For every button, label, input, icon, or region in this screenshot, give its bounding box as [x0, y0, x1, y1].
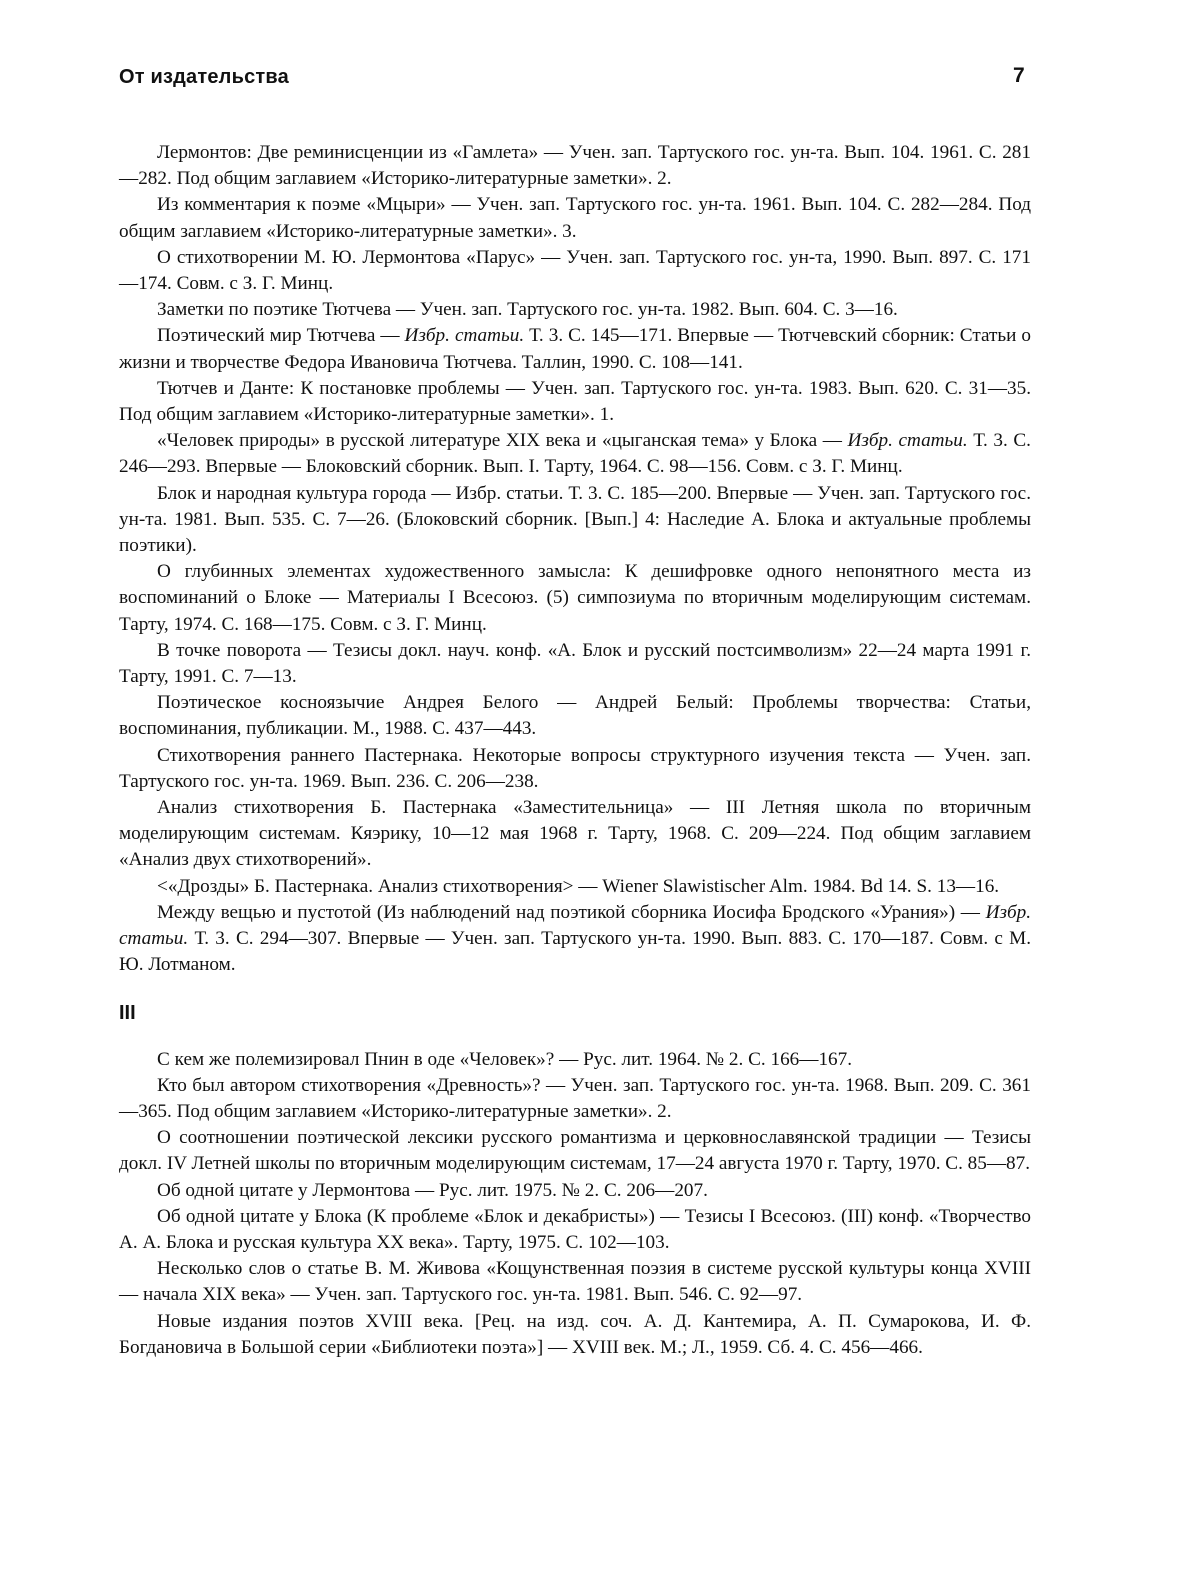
bibliography-list-section-iii: [119, 1047, 1031, 1361]
bibliography-entry: [119, 1256, 1031, 1308]
bibliography-list-section-ii: [119, 140, 1031, 979]
entry-text: Поэтический мир Тютчева —: [157, 325, 405, 347]
entry-text: О глубинных элементах художественного замысла: К дешифровке одного непонятного места из воспоминаний о Блоке — Материалы I Всесоюз. (5) симпозиума по вторичным моделирующим системам. Тарту, 1974. С. 168—175. Совм. с З. Г. Минц.: [119, 561, 1031, 635]
bibliography-entry: [119, 874, 1031, 900]
bibliography-entry: [119, 140, 1031, 192]
bibliography-body: [119, 140, 1031, 1361]
entry-text: Т. 3. С. 145—171. Впервые — Тютчевский сборник: Статьи о жизни и творчестве Федора Ивановича Тютчева. Таллин, 1990. С. 108—141.: [119, 325, 1031, 373]
bibliography-entry: [119, 1073, 1031, 1125]
bibliography-entry: [119, 1125, 1031, 1177]
entry-italic-text: Избр. статьи.: [119, 901, 1031, 950]
entry-text: Лермонтов: Две реминисценции из «Гамлета» — Учен. зап. Тартуского гос. ун-та. Вып. 104. 1961. С. 281—282. Под общим заглавием «Историко-литературные заметки». 2.: [119, 142, 1031, 190]
entry-text: Заметки по поэтике Тютчева — Учен. зап. Тартуского гос. ун-та. 1982. Вып. 604. С. 3—16.: [157, 299, 898, 321]
bibliography-entry: [119, 1047, 1031, 1073]
bibliography-entry: [119, 743, 1031, 795]
entry-text: С кем же полемизировал Пнин в оде «Человек»? — Рус. лит. 1964. № 2. С. 166—167.: [157, 1048, 853, 1070]
section-heading: III: [119, 1001, 136, 1024]
bibliography-entry: [119, 1178, 1031, 1204]
entry-text: Т. 3. С. 246—293. Впервые — Блоковский сборник. Вып. I. Тарту, 1964. С. 98—156. Совм. с З. Г. Минц.: [119, 430, 1031, 478]
entry-text: <«Дрозды» Б. Пастернака. Анализ стихотворения> — Wiener Slawistischer Alm. 1984. Bd 14. S. 13—16.: [157, 875, 1000, 897]
entry-text: Анализ стихотворения Б. Пастернака «Заместительница» — III Летняя школа по вторичным моделирующим системам. Кяэрику, 10—12 мая 1968 г. Тарту, 1968. С. 209—224. Под общим заглавием «Анализ двух стихотворений».: [119, 797, 1031, 871]
entry-text: Об одной цитате у Блока (К проблеме «Блок и декабристы») — Тезисы I Всесоюз. (III) конф. «Творчество А. А. Блока и русская культура XX века». Тарту, 1975. С. 102—103.: [119, 1205, 1031, 1253]
entry-text: Стихотворения раннего Пастернака. Некоторые вопросы структурного изучения текста — Учен. зап. Тартуского гос. ун-та. 1969. Вып. 236. С. 206—238.: [119, 744, 1031, 792]
entry-text: Новые издания поэтов XVIII века. [Рец. на изд. соч. А. Д. Кантемира, А. П. Сумарокова, И. Ф. Богдановича в Большой серии «Библиотеки поэта»] — XVIII век. М.; Л., 1959. Сб. 4. С. 456—466.: [119, 1310, 1031, 1358]
entry-text: Кто был автором стихотворения «Древность»? — Учен. зап. Тартуского гос. ун-та. 1968. Вып. 209. С. 361—365. Под общим заглавием «Историко-литературные заметки». 2.: [119, 1074, 1031, 1122]
bibliography-entry: [119, 900, 1031, 979]
bibliography-entry: [119, 1204, 1031, 1256]
bibliography-entry: [119, 690, 1031, 742]
entry-text: О соотношении поэтической лексики русского романтизма и церковнославянской традиции — Тезисы докл. IV Летней школы по вторичным моделирующим системам, 17—24 августа 1970 г. Тарту, 1970. С. 85—87.: [119, 1127, 1031, 1175]
bibliography-entry: [119, 192, 1031, 244]
bibliography-entry: [119, 376, 1031, 428]
entry-text: В точке поворота — Тезисы докл. науч. конф. «А. Блок и русский постсимволизм» 22—24 марта 1991 г. Тарту, 1991. С. 7—13.: [119, 639, 1031, 688]
page-number: 7: [1013, 64, 1025, 87]
entry-text: «Человек природы» в русской литературе XIX века и «цыганская тема» у Блока —: [157, 430, 848, 452]
bibliography-entry: [119, 428, 1031, 480]
bibliography-entry: [119, 795, 1031, 874]
entry-text: Из комментария к поэме «Мцыри» — Учен. зап. Тартуского гос. ун-та. 1961. Вып. 104. С. 282—284. Под общим заглавием «Историко-литературные заметки». 3.: [119, 194, 1031, 242]
entry-text: Между вещью и пустотой (Из наблюдений над поэтикой сборника Иосифа Бродского «Урания») —: [157, 901, 986, 923]
entry-italic-text: Избр. статьи.: [404, 325, 525, 347]
entry-text: О стихотворении М. Ю. Лермонтова «Парус» — Учен. зап. Тартуского гос. ун-та, 1990. Вып. 897. С. 171—174. Совм. с З. Г. Минц.: [119, 246, 1031, 295]
running-head: От издательства: [119, 66, 289, 88]
entry-text: Несколько слов о статье В. М. Живова «Кощунственная поэзия в системе русской культуры конца XVIII — начала XIX века» — Учен. зап. Тартуского гос. ун-та. 1981. Вып. 546. С. 92—97.: [119, 1258, 1031, 1306]
entry-text: Т. 3. С. 294—307. Впервые — Учен. зап. Тартуского ун-та. 1990. Вып. 883. С. 170—187. Совм. с М. Ю. Лотманом.: [119, 928, 1031, 976]
entry-text: Блок и народная культура города — Избр. статьи. Т. 3. С. 185—200. Впервые — Учен. зап. Тартуского гос. ун-та. 1981. Вып. 535. С. 7—26. (Блоковский сборник. [Вып.] 4: Наследие А. Блока и актуальные проблемы поэтики).: [119, 482, 1031, 557]
entry-text: Тютчев и Данте: К постановке проблемы — Учен. зап. Тартуского гос. ун-та. 1983. Вып. 620. С. 31—35. Под общим заглавием «Историко-литературные заметки». 1.: [119, 377, 1031, 426]
entry-text: Об одной цитате у Лермонтова — Рус. лит. 1975. № 2. С. 206—207.: [157, 1179, 708, 1201]
bibliography-entry: [119, 481, 1031, 560]
bibliography-entry: [119, 297, 1031, 323]
entry-italic-text: Избр. статьи.: [847, 430, 968, 452]
entry-text: Поэтическое косноязычие Андрея Белого — Андрей Белый: Проблемы творчества: Статьи, воспоминания, публикации. М., 1988. С. 437—443.: [119, 692, 1031, 740]
bibliography-entry: [119, 638, 1031, 690]
bibliography-entry: [119, 323, 1031, 375]
bibliography-entry: [119, 559, 1031, 638]
bibliography-entry: [119, 1309, 1031, 1361]
bibliography-entry: [119, 245, 1031, 297]
